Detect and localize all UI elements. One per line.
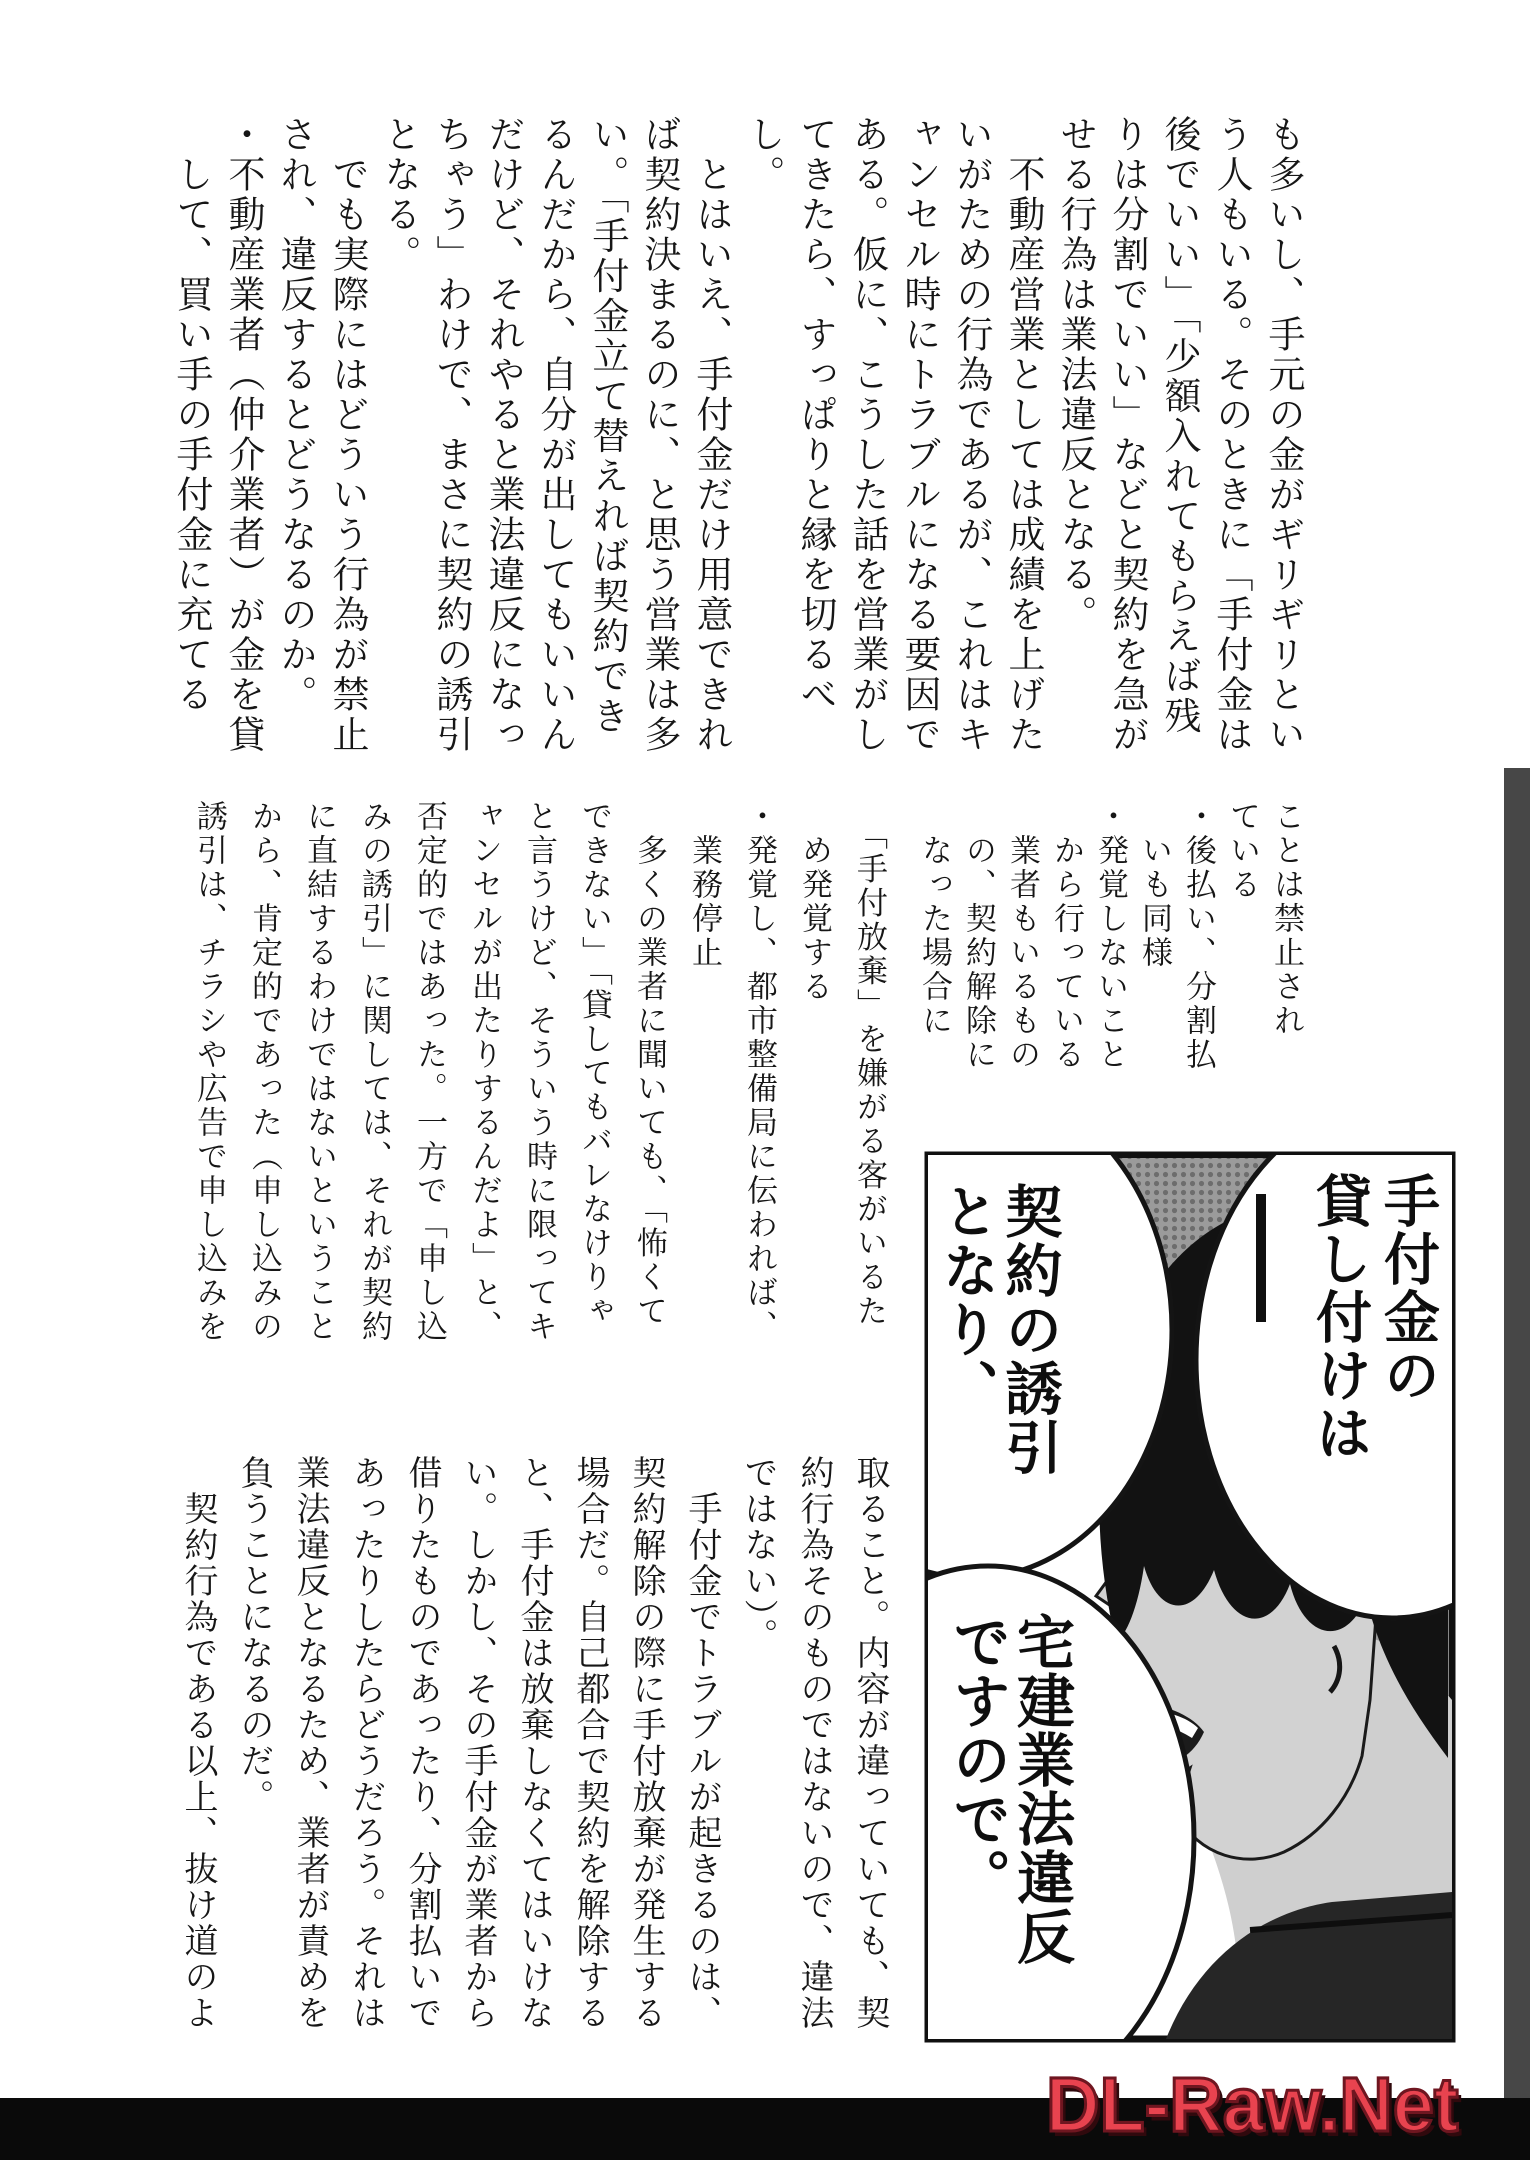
text-column: 手付金でトラブルが起きるのは、 [683,1455,720,2031]
text-column: と言うけど、そういう時に限ってキ [522,800,557,1344]
text-column: とはいえ、手付金だけ用意できれ [690,115,731,755]
text-column: 誘引は、チラシや広告で申し込みを [192,800,227,1344]
text-band-bullets-right [912,800,1308,1100]
speech-text-loan [1306,1172,1442,1462]
text-column: う人もいる。そのときに「手付金は [1210,115,1251,755]
text-column: るんだから、自分が出してもいいん [534,115,575,755]
text-column: みの誘引」に関しては、それが契約 [357,800,392,1344]
text-column: 多くの業者に聞いても、「怖くて [632,800,667,1329]
text-band-top [164,115,1308,795]
text-column: なった場合に [917,800,952,1038]
text-column: いも同様 [1137,800,1172,970]
text-column: め発覚する [797,800,832,1004]
text-column: に直結するわけではないということ [302,800,337,1344]
text-column: 契約行為である以上、抜け道のよ [179,1455,216,2031]
text-column: と、手付金は放棄しなくてはいけな [515,1455,552,2031]
speech-line: 契約の誘引 [997,1182,1061,1477]
text-column: ャンセル時にトラブルになる要因で [898,115,939,755]
text-column: ちゃう」わけで、まさに契約の誘引 [430,115,471,755]
text-column: い。「手付金立て替えれば契約でき [586,115,627,737]
text-column: てきたら、すっぱりと縁を切るべ [794,115,835,715]
page-right-edge [1504,768,1530,2160]
text-column: 否定的ではあった。一方で「申し込 [412,800,447,1344]
text-column: ある。仮に、こうした話を営業がし [846,115,887,755]
text-column: できない」「貸してもバレなけりゃ [577,800,612,1329]
text-column: いがための行為であるが、これはキ [950,115,991,755]
text-column: ・発覚しないこと [1093,800,1128,1072]
speech-line: 宅建業法違反 [1008,1612,1073,1966]
text-column: から、肯定的であった（申し込みの [247,800,282,1344]
text-column: され、違反するとどうなるのか。 [274,115,315,715]
text-column: ている [1225,800,1260,902]
text-column: 業者もいるもの [1005,800,1040,1072]
text-column: して、買い手の手付金に充てる [170,115,211,715]
text-column: となる。 [378,115,419,275]
text-column: し。 [742,115,783,195]
text-column: 約行為そのものではないので、違法 [795,1455,832,2031]
text-column: も多いし、手元の金がギリギリとい [1262,115,1303,755]
text-column: りは分割でいい」などと契約を急が [1106,115,1147,755]
text-column: 業法違反となるため、業者が責めを [291,1455,328,2031]
text-column: 「手付放棄」を嫌がる客がいるた [852,800,887,1329]
text-column: ・不動産業者（仲介業者）が金を貸 [222,115,263,755]
speech-dash [1256,1194,1266,1322]
text-band-middle [182,800,897,1380]
text-column: ことは禁止され [1269,800,1304,1038]
text-column: ・後払い、分割払 [1181,800,1216,1072]
text-column: から行っている [1049,800,1084,1072]
text-column: 借りたものであったり、分割払いで [403,1455,440,2031]
speech-line: 貸し付けは [1309,1172,1372,1462]
text-column: ば契約決まるのに、と思う営業は多 [638,115,679,755]
text-column: でも実際にはどういう行為が禁止 [326,115,367,755]
text-band-bottom [169,1455,897,2075]
text-column: ・発覚し、都市整備局に伝われば、 [742,800,777,1344]
speech-line: ですので。 [944,1612,1009,1907]
text-column: 不動産営業としては成績を上げた [1002,115,1043,755]
text-column: い。しかし、その手付金が業者から [459,1455,496,2031]
text-column: あったりしたらどうだろう。それは [347,1455,384,2031]
speech-line: となり、 [934,1182,998,1418]
text-column: ではない）。 [739,1455,776,1654]
text-column: 場合だ。自己都合で契約を解除する [571,1455,608,2031]
speech-line: 手付金の [1377,1172,1440,1404]
text-column: 業務停止 [687,800,722,970]
speech-text-inducement [934,1182,1060,1477]
text-column: 契約解除の際に手付放棄が発生する [627,1455,664,2031]
speech-text-violation [944,1612,1072,1966]
text-column: の、契約解除に [961,800,996,1072]
text-column: だけど、それやると業法違反になっ [482,115,523,755]
text-column: 負うことになるのだ。 [235,1455,272,1815]
text-column: 後でいい」「少額入れてもらえば残 [1158,115,1199,737]
text-column: 取ること。内容が違っていても、契 [851,1455,888,2031]
watermark: DL-Raw.Net [1046,2061,1459,2148]
text-column: ャンセルが出たりするんだよ」と、 [467,800,502,1344]
text-column: せる行為は業法違反となる。 [1054,115,1095,635]
